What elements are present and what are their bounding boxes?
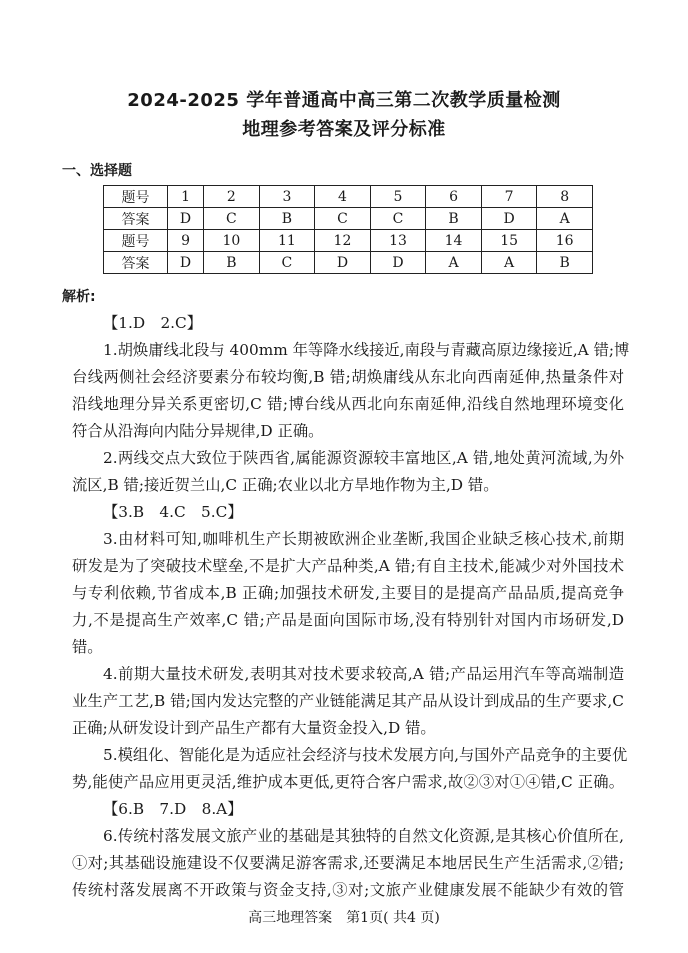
table-cell: 1 [168, 186, 204, 208]
table-cell: 9 [168, 230, 204, 252]
text-line: 台线两侧社会经济要素分布较均衡,B 错;胡焕庸线从东北向西南延伸,热量条件对 [72, 368, 624, 386]
text-line: 6.传统村落发展文旅产业的基础是其独特的自然文化资源,是其核心价值所在, [103, 827, 624, 845]
section-heading-choice: 一、选择题 [62, 163, 132, 179]
answer-table [103, 185, 593, 274]
table-cell: 7 [481, 186, 537, 208]
text-line: 【3.B 4.C 5.C】 [103, 503, 243, 521]
table-cell: 3 [259, 186, 315, 208]
table-cell: 6 [426, 186, 482, 208]
table-cell: 11 [259, 230, 315, 252]
text-line: 力,不是提高生产效率,C 错;产品是面向国际市场,没有特别针对国内市场研发,D [72, 611, 624, 629]
row-label: 题号 [104, 186, 168, 208]
table-cell: 2 [204, 186, 260, 208]
table-cell: A [537, 208, 593, 230]
table-cell: 10 [204, 230, 260, 252]
text-line: 势,能使产品应用更灵活,维护成本更低,更符合客户需求,故②③对①④错,C 正确。 [72, 773, 624, 791]
table-row [104, 252, 593, 274]
text-line: 符合从沿海向内陆分异规律,D 正确。 [72, 422, 324, 440]
table-cell: C [370, 208, 426, 230]
table-row [104, 208, 593, 230]
text-line: 【1.D 2.C】 [103, 314, 203, 332]
table-cell: 14 [426, 230, 482, 252]
table-cell: A [481, 252, 537, 274]
page-footer: 高三地理答案 第1页( 共4 页) [248, 910, 440, 926]
table-row [104, 230, 593, 252]
text-line: 3.由材料可知,咖啡机生产长期被欧洲企业垄断,我国企业缺乏核心技术,前期 [103, 530, 624, 548]
text-line: 1.胡焕庸线北段与 400mm 年等降水线接近,南段与青藏高原边缘接近,A 错;博 [103, 341, 630, 359]
table-cell: 8 [537, 186, 593, 208]
table-cell: 5 [370, 186, 426, 208]
text-line: 沿线地理分异关系更密切,C 错;博台线从西北向东南延伸,沿线自然地理环境变化 [72, 395, 624, 413]
table-cell: D [370, 252, 426, 274]
table-cell: 16 [537, 230, 593, 252]
text-line: 研发是为了突破技术壁垒,不是扩大产品种类,A 错;有自主技术,能减少对外国技术 [72, 557, 624, 575]
text-line: ①对;其基础设施建设不仅要满足游客需求,还要满足本地居民生产生活需求,②错; [72, 854, 624, 872]
table-cell: 4 [315, 186, 371, 208]
table-cell: D [168, 208, 204, 230]
document-title: 2024-2025 学年普通高中高三第二次教学质量检测 [127, 90, 561, 111]
text-line: 传统村落发展离不开政策与资金支持,③对;文旅产业健康发展不能缺少有效的管 [72, 881, 624, 899]
table-cell: C [259, 252, 315, 274]
table-cell: 15 [481, 230, 537, 252]
text-line: 2.两线交点大致位于陕西省,属能源资源较丰富地区,A 错,地处黄河流域,为外 [103, 449, 624, 467]
text-line: 与专利依赖,节省成本,B 正确;加强技术研发,主要目的是提高产品品质,提高竞争 [72, 584, 624, 602]
row-label: 答案 [104, 208, 168, 230]
row-label: 题号 [104, 230, 168, 252]
section-heading-analysis: 解析: [62, 289, 96, 305]
table-cell: C [204, 208, 260, 230]
text-line: 【6.B 7.D 8.A】 [103, 800, 243, 818]
document-subtitle: 地理参考答案及评分标准 [242, 119, 446, 140]
table-cell: 12 [315, 230, 371, 252]
table-cell: B [537, 252, 593, 274]
text-line: 流区,B 错;接近贺兰山,C 正确;农业以北方旱地作物为主,D 错。 [72, 476, 499, 494]
table-cell: B [259, 208, 315, 230]
table-cell: 13 [370, 230, 426, 252]
text-line: 正确;从研发设计到产品生产都有大量资金投入,D 错。 [72, 719, 436, 737]
table-cell: C [315, 208, 371, 230]
table-cell: D [315, 252, 371, 274]
text-line: 业生产工艺,B 错;国内发达完整的产业链能满足其产品从设计到成品的生产要求,C [72, 692, 624, 710]
row-label: 答案 [104, 252, 168, 274]
text-line: 错。 [72, 638, 103, 656]
table-cell: D [481, 208, 537, 230]
table-row [104, 186, 593, 208]
table-cell: B [426, 208, 482, 230]
text-line: 5.模组化、智能化是为适应社会经济与技术发展方向,与国外产品竞争的主要优 [103, 746, 628, 764]
table-cell: B [204, 252, 260, 274]
table-cell: D [168, 252, 204, 274]
text-line: 4.前期大量技术研发,表明其对技术要求较高,A 错;产品运用汽车等高端制造 [103, 665, 624, 683]
table-cell: A [426, 252, 482, 274]
